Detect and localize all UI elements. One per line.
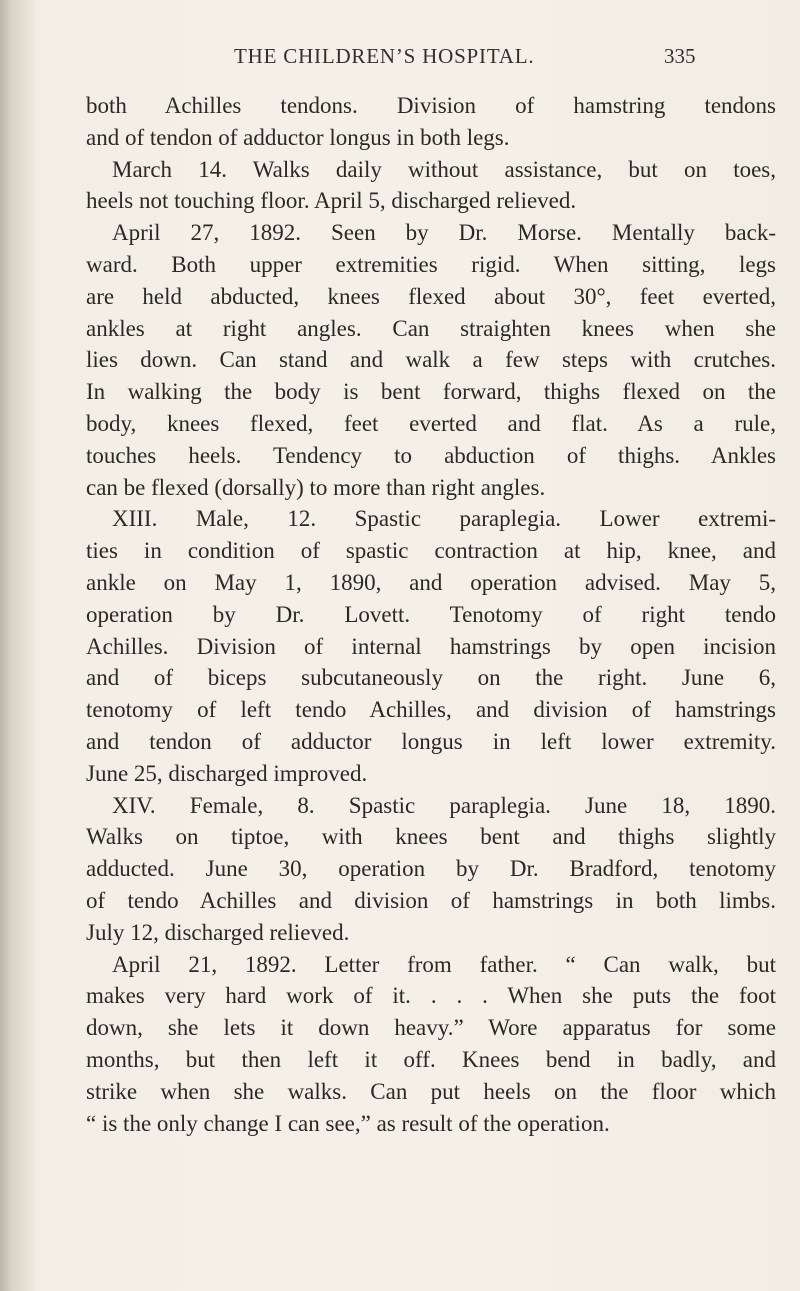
text-line: and tendon of adductor longus in left lower extremity.	[86, 728, 776, 754]
text-line: March 14. Walks daily without assistance, but on toes,	[112, 156, 776, 182]
text-line: April 27, 1892. Seen by Dr. Morse. Mentally back-	[112, 220, 776, 246]
text-line: ward. Both upper extremities rigid. When sitting, legs	[86, 251, 776, 277]
text-line: ankle on May 1, 1890, and operation advised. May 5,	[86, 569, 776, 595]
text-line: Achilles. Division of internal hamstrings by open incision	[86, 633, 776, 659]
text-line: tenotomy of left tendo Achilles, and division of hamstrings	[86, 697, 776, 723]
text-line: XIV. Female, 8. Spastic paraplegia. June 18, 1890.	[112, 792, 776, 818]
text-line: are held abducted, knees flexed about 30°, feet everted,	[86, 283, 776, 309]
page-number: 335	[664, 44, 696, 68]
page-header	[0, 44, 800, 74]
text-line: down, she lets it down heavy.” Wore apparatus for some	[86, 1015, 776, 1041]
text-line: “ is the only change I can see,” as result of the operation.	[86, 1110, 610, 1136]
text-line: makes very hard work of it. . . . When she puts the foot	[86, 983, 776, 1009]
text-line: heels not touching floor. April 5, discharged relieved.	[86, 188, 577, 214]
text-line: and of biceps subcutaneously on the right. June 6,	[86, 665, 776, 691]
text-line: ankles at right angles. Can straighten knees when she	[86, 315, 776, 341]
text-line: lies down. Can stand and walk a few steps with crutches.	[86, 347, 776, 373]
text-line: of tendo Achilles and division of hamstrings in both limbs.	[86, 887, 776, 913]
text-line: can be flexed (dorsally) to more than right angles.	[86, 474, 546, 500]
text-line: XIII. Male, 12. Spastic paraplegia. Lower extremi-	[112, 506, 776, 532]
text-line: June 25, discharged improved.	[86, 760, 368, 786]
text-line: Walks on tiptoe, with knees bent and thighs slightly	[86, 824, 776, 850]
text-line: April 21, 1892. Letter from father. “ Can walk, but	[112, 951, 776, 977]
running-title: THE CHILDREN’S HOSPITAL.	[234, 44, 535, 68]
body-text	[86, 90, 776, 1139]
text-line: adducted. June 30, operation by Dr. Bradford, tenotomy	[86, 856, 776, 882]
text-line: both Achilles tendons. Division of hamstring tendons	[86, 93, 776, 118]
text-line: and of tendon of adductor longus in both legs.	[86, 124, 510, 150]
text-line: months, but then left it off. Knees bend in badly, and	[86, 1046, 776, 1072]
text-line: ties in condition of spastic contraction at hip, knee, and	[86, 538, 776, 564]
text-line: July 12, discharged relieved.	[86, 919, 350, 945]
text-line: touches heels. Tendency to abduction of thighs. Ankles	[86, 442, 776, 468]
text-line: body, knees flexed, feet everted and flat. As a rule,	[86, 410, 776, 436]
text-line: operation by Dr. Lovett. Tenotomy of right tendo	[86, 601, 776, 627]
text-line: strike when she walks. Can put heels on the floor which	[86, 1078, 776, 1104]
text-line: In walking the body is bent forward, thighs flexed on the	[86, 379, 776, 405]
page-binding-shadow	[0, 0, 34, 1291]
